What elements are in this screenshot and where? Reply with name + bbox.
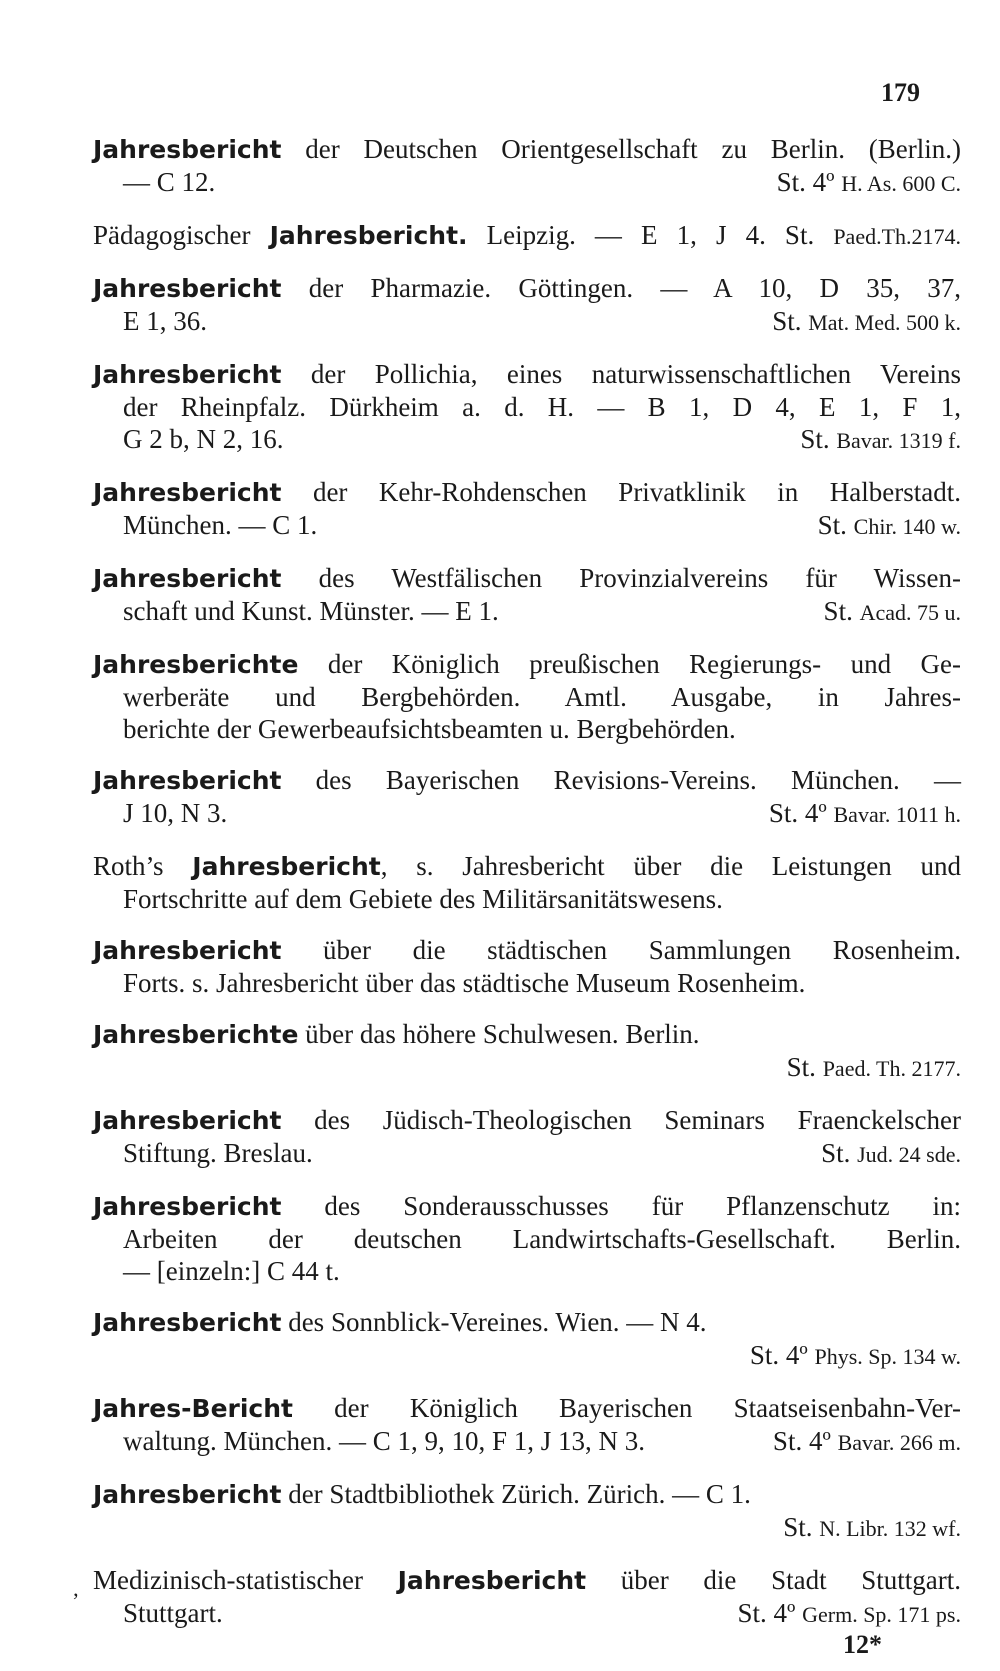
catalog-entry: [93, 562, 961, 629]
catalog-entry: [93, 358, 961, 457]
entry-line: [93, 1339, 961, 1373]
entry-keyword: Jahresbericht.: [269, 221, 468, 250]
entry-text: über das höhere Schulwesen. Berlin.: [298, 1019, 700, 1049]
entry-line: [93, 358, 961, 391]
catalog-entry: [93, 219, 961, 253]
entry-text: der Stadtbibliothek Zürich. Zürich. — C 1.: [281, 1479, 751, 1509]
entry-text: schaft und Kunst. Münster. — E 1.: [123, 596, 499, 626]
catalog-entry: [93, 1104, 961, 1171]
entry-line: [93, 166, 961, 200]
entry-line: [93, 648, 961, 681]
entry-line: [93, 850, 961, 883]
shelf-mark: St. 4º Bavar. 1011 h.: [768, 798, 961, 828]
entry-keyword: Jahresbericht: [192, 852, 381, 881]
catalog-entry: [93, 1190, 961, 1287]
entry-line: [93, 509, 961, 543]
entry-line: — [einzeln:] C 44 t.: [123, 1256, 340, 1286]
catalog-entry: [93, 1306, 961, 1373]
entry-line: [93, 476, 961, 509]
page-number: 179: [881, 78, 920, 107]
entry-text: J 10, N 3.: [123, 798, 228, 828]
shelf-mark: St. Chir. 140 w.: [817, 510, 961, 540]
shelf-mark: St. 4º Phys. Sp. 134 w.: [749, 1340, 961, 1370]
entry-keyword: Jahresbericht: [93, 766, 282, 795]
catalog-entry: [93, 764, 961, 831]
catalog-entry: [93, 476, 961, 543]
entry-line: [93, 1425, 961, 1459]
entry-line: Fortschritte auf dem Gebiete des Militärsanitätswesens.: [123, 884, 723, 914]
entry-text: des Westfälischen Provinzialvereins für Wissen-: [281, 563, 961, 593]
shelf-mark: St. Mat. Med. 500 k.: [772, 306, 961, 336]
entry-prefix: Roth’s: [93, 851, 193, 881]
entry-line: [93, 272, 961, 305]
entry-text: G 2 b, N 2, 16.: [123, 424, 284, 454]
entry-keyword: Jahresbericht: [93, 1480, 282, 1509]
shelf-mark: St. N. Libr. 132 wf.: [783, 1512, 961, 1542]
entry-keyword: Jahresbericht: [93, 478, 282, 507]
signature-mark: 12*: [843, 1630, 882, 1659]
entry-text: der Königlich preußischen Regierungs- und Ge-: [298, 649, 961, 679]
entry-text: , s. Jahresbericht über die Leistungen und: [380, 851, 961, 881]
catalog-entry: [93, 934, 961, 999]
entry-keyword: Jahresbericht: [93, 360, 282, 389]
entry-prefix: Pädagogischer: [93, 220, 270, 250]
shelf-mark: St. 4º Germ. Sp. 171 ps.: [737, 1598, 961, 1628]
entry-keyword: Jahresbericht: [93, 564, 282, 593]
entry-line: [93, 1511, 961, 1545]
shelf-mark: St. Paed. Th. 2177.: [786, 1052, 961, 1082]
entry-prefix: Medizinisch-statistischer: [93, 1565, 398, 1595]
entry-line: [93, 1190, 961, 1223]
entry-line: [93, 797, 961, 831]
entry-line: [93, 595, 961, 629]
entry-keyword: Jahresberichte: [93, 650, 299, 679]
entry-text: der Kehr-Rohdenschen Privatklinik in Halberstadt.: [281, 477, 961, 507]
entry-line: [93, 934, 961, 967]
entry-text: der Pollichia, eines naturwissenschaftlichen Vereins: [281, 359, 961, 389]
entry-line: [93, 1018, 961, 1051]
catalog-entry: [93, 1478, 961, 1545]
entry-line: [93, 1137, 961, 1171]
entry-line: [93, 219, 961, 253]
entry-line: der Rheinpfalz. Dürkheim a. d. H. — B 1, D 4, E 1, F 1,: [123, 392, 961, 422]
entry-text: des Sonnblick-Vereines. Wien. — N 4.: [281, 1307, 707, 1337]
shelf-mark: St. 4º H. As. 600 C.: [776, 167, 961, 197]
catalog-entry: [93, 850, 961, 915]
shelf-mark: St. Acad. 75 u.: [823, 596, 961, 626]
entry-line: [93, 562, 961, 595]
entry-line: [93, 764, 961, 797]
entry-keyword: Jahresbericht: [93, 274, 282, 303]
entry-text: der Deutschen Orientgesellschaft zu Berlin. (Berlin.): [281, 134, 961, 164]
entry-keyword: Jahresbericht: [93, 135, 282, 164]
margin-mark: ’: [72, 1588, 80, 1613]
catalog-entry: [93, 1564, 961, 1631]
entry-text: E 1, 36.: [123, 306, 207, 336]
entry-keyword: Jahresbericht: [93, 1106, 282, 1135]
entry-text: München. — C 1.: [123, 510, 318, 540]
entry-line: Forts. s. Jahresbericht über das städtische Museum Rosenheim.: [123, 968, 806, 998]
entry-line: [93, 423, 961, 457]
entry-line: [93, 1306, 961, 1339]
entry-line: [93, 133, 961, 166]
entry-keyword: Jahresbericht: [93, 1308, 282, 1337]
entry-text: des Jüdisch-Theologischen Seminars Fraenckelscher: [281, 1105, 961, 1135]
entry-keyword: Jahresbericht: [397, 1566, 587, 1595]
entry-line: [93, 305, 961, 339]
entry-keyword: Jahresberichte: [93, 1020, 299, 1049]
entry-text: Stuttgart.: [123, 1598, 223, 1628]
entry-line: [93, 1478, 961, 1511]
entry-text: über die Stadt Stuttgart.: [586, 1565, 962, 1595]
entry-line: berichte der Gewerbeaufsichtsbeamten u. Bergbehörden.: [123, 714, 736, 744]
catalog-entry: [93, 648, 961, 745]
entry-keyword: Jahres-Bericht: [93, 1394, 293, 1423]
shelf-mark: St. 4º Bavar. 266 m.: [772, 1426, 961, 1456]
entry-line: Arbeiten der deutschen Landwirtschafts-Gesellschaft. Berlin.: [123, 1224, 961, 1254]
entry-text: des Sonderausschusses für Pflanzenschutz in:: [281, 1191, 961, 1221]
catalog-entry: [93, 1392, 961, 1459]
entry-text: waltung. München. — C 1, 9, 10, F 1, J 13, N 3.: [123, 1426, 645, 1456]
entry-keyword: Jahresbericht: [93, 936, 282, 965]
entry-text: Stiftung. Breslau.: [123, 1138, 313, 1168]
entry-keyword: Jahresbericht: [93, 1192, 282, 1221]
entry-text: — C 12.: [123, 167, 216, 197]
entry-line: [93, 1597, 961, 1631]
entry-text: der Königlich Bayerischen Staatseisenbahn-Ver-: [293, 1393, 961, 1423]
catalog-entry: [93, 133, 961, 200]
entry-line: [93, 1564, 961, 1597]
entry-line: [93, 1051, 961, 1085]
shelf-mark: St. Bavar. 1319 f.: [800, 424, 961, 454]
shelf-mark: Paed.Th.2174.: [833, 224, 962, 249]
shelf-mark: St. Jud. 24 sde.: [821, 1138, 961, 1168]
catalog-entry: [93, 1018, 961, 1085]
catalog-entries: [93, 133, 961, 1650]
entry-line: werberäte und Bergbehörden. Amtl. Ausgabe, in Jahres-: [123, 682, 961, 712]
entry-text: des Bayerischen Revisions-Vereins. München. —: [281, 765, 961, 795]
entry-line: [93, 1392, 961, 1425]
entry-text: der Pharmazie. Göttingen. — A 10, D 35, 37,: [281, 273, 961, 303]
entry-text: Leipzig. — E 1, J 4. St.: [467, 220, 815, 250]
entry-text: über die städtischen Sammlungen Rosenheim.: [281, 935, 961, 965]
entry-line: [93, 1104, 961, 1137]
catalog-entry: [93, 272, 961, 339]
